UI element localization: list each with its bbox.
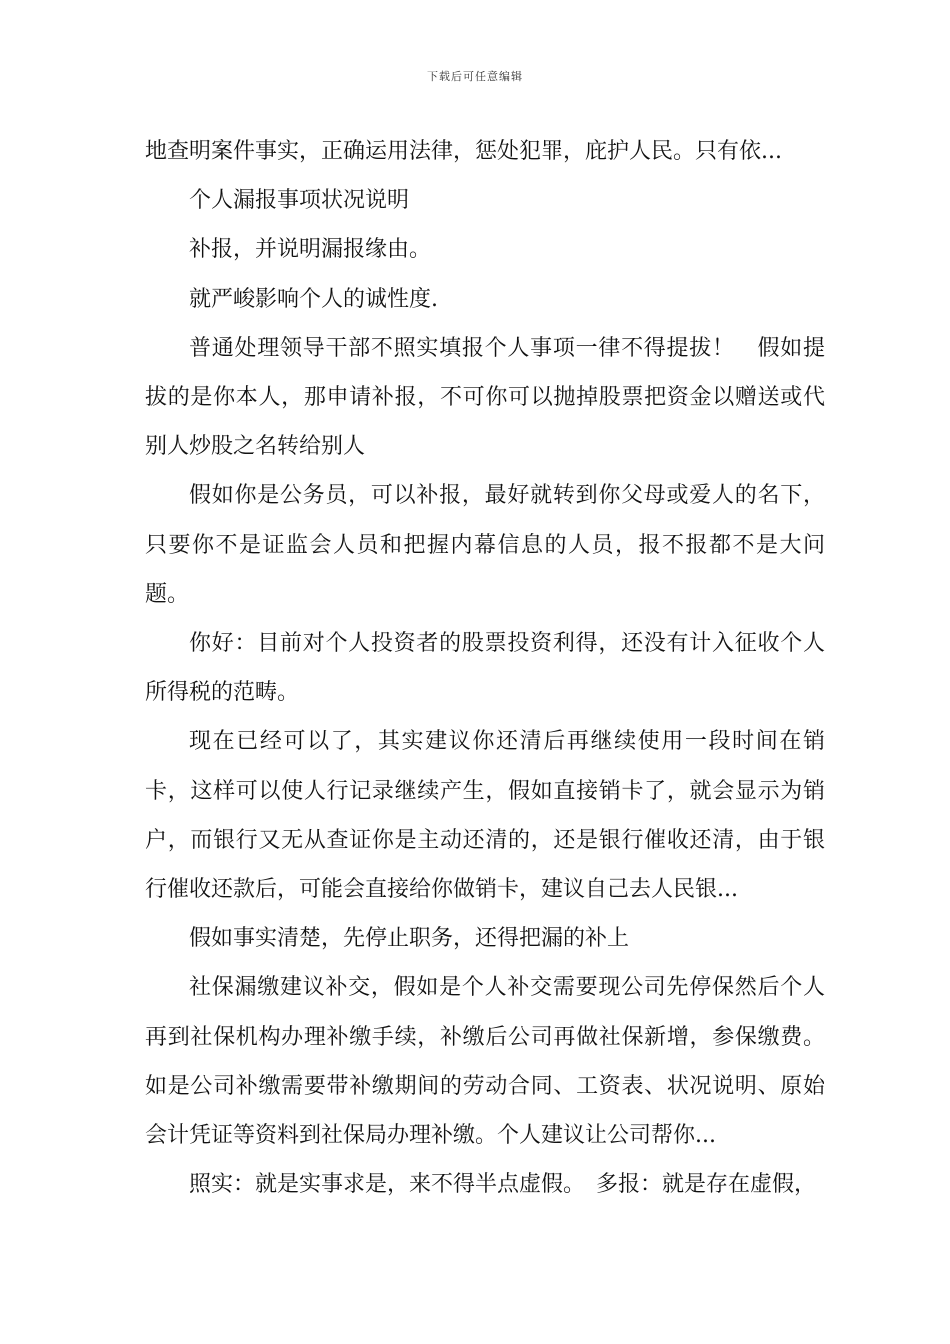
paragraph-11: 照实：就是实事求是，来不得半点虚假。 多报：就是存在虚假，	[189, 1172, 817, 1198]
paragraph-6: 假如你是公务员，可以补报，最好就转到你父母或爱人的名下，只要你不是证监会人员和把握内幕信息的人员，报不报都不是大问题。	[145, 483, 825, 607]
paragraph-5: 普通处理领导干部不照实填报个人事项一律不得提拔！ 假如提拔的是你本人，那申请补报，不可你可以抛掉股票把资金以赠送或代别人炒股之名转给别人	[145, 335, 825, 460]
paragraph-9: 假如事实清楚，先停止职务，还得把漏的补上	[189, 926, 630, 952]
paragraph-7: 你好：目前对个人投资者的股票投资利得，还没有计入征收个人所得税的范畴。	[145, 631, 825, 706]
page-header-note: 下载后可任意编辑	[427, 70, 523, 83]
paragraph-3: 补报，并说明漏报缘由。	[189, 237, 432, 263]
document-body	[145, 127, 825, 1209]
paragraph-8: 现在已经可以了，其实建议你还清后再继续使用一段时间在销卡，这样可以使人行记录继续产生，假如直接销卡了，就会显示为销户，而银行又无从查证你是主动还清的，还是银行催收还清，由于银行催收还款后，可能会直接给你做销卡，建议自己去人民银...	[145, 729, 825, 903]
paragraph-4: 就严峻影响个人的诚性度.	[189, 286, 438, 312]
paragraph-2: 个人漏报事项状况说明	[189, 188, 410, 214]
paragraph-1: 地查明案件事实，正确运用法律，惩处犯罪，庇护人民。只有依...	[145, 139, 782, 164]
paragraph-10: 社保漏缴建议补交，假如是个人补交需要现公司先停保然后个人再到社保机构办理补缴手续，补缴后公司再做社保新增，参保缴费。如是公司补缴需要带补缴期间的劳动合同、工资表、状况说明、原始会计凭证等资料到社保局办理补缴。个人建议让公司帮你...	[145, 975, 825, 1149]
